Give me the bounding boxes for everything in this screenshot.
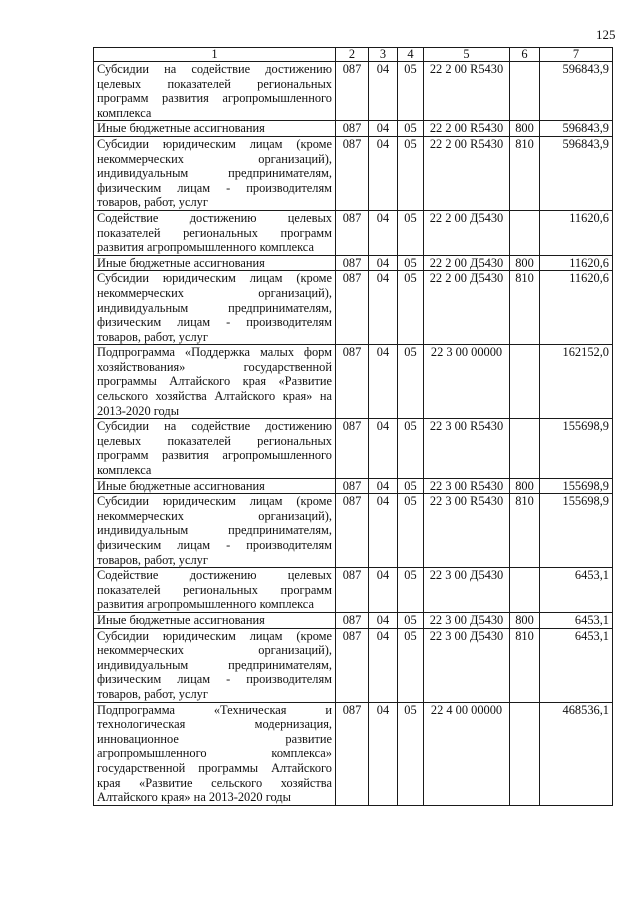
row-name-cell: Субсидии юридическим лицам (кроме некоммерческих организаций), индивидуальным предпринимателям, физическим лицам - производителям товаров, работ, услуг [94,494,336,568]
expense-type-code-cell [510,345,540,419]
row-name-cell: Подпрограмма «Поддержка малых форм хозяйствования» государственной программы Алтайского края «Развитие сельского хозяйства Алтайского края» на 2013-2020 годы [94,345,336,419]
amount-cell: 6453,1 [540,628,613,702]
amount-cell: 596843,9 [540,62,613,121]
header-row [94,48,613,62]
ved-code-cell: 087 [336,255,369,271]
ved-code-cell: 087 [336,628,369,702]
row-name-cell: Содействие достижению целевых показателей региональных программ развития агропромышленного комплекса [94,210,336,255]
section-code-cell: 04 [369,210,398,255]
ved-code-cell: 087 [336,568,369,613]
expense-type-code-cell: 810 [510,494,540,568]
expense-type-code-cell: 800 [510,121,540,137]
row-name-cell: Иные бюджетные ассигнования [94,612,336,628]
header-cell: 2 [336,48,369,62]
amount-cell: 162152,0 [540,345,613,419]
amount-cell: 6453,1 [540,568,613,613]
amount-cell: 468536,1 [540,702,613,805]
table-row [94,121,613,137]
section-code-cell: 04 [369,612,398,628]
amount-cell: 596843,9 [540,121,613,137]
expense-type-code-cell: 800 [510,612,540,628]
amount-cell: 155698,9 [540,419,613,478]
table-row [94,255,613,271]
subsection-code-cell: 05 [398,62,424,121]
expense-type-code-cell: 810 [510,628,540,702]
section-code-cell: 04 [369,494,398,568]
table-row [94,702,613,805]
section-code-cell: 04 [369,345,398,419]
target-item-code-cell: 22 3 00 Д5430 [424,612,510,628]
expense-type-code-cell: 800 [510,478,540,494]
row-name-cell: Иные бюджетные ассигнования [94,478,336,494]
expense-type-code-cell: 810 [510,136,540,210]
expense-type-code-cell: 810 [510,271,540,345]
ved-code-cell: 087 [336,210,369,255]
ved-code-cell: 087 [336,121,369,137]
ved-code-cell: 087 [336,702,369,805]
table-row [94,345,613,419]
section-code-cell: 04 [369,271,398,345]
amount-cell: 11620,6 [540,271,613,345]
subsection-code-cell: 05 [398,136,424,210]
ved-code-cell: 087 [336,494,369,568]
section-code-cell: 04 [369,478,398,494]
target-item-code-cell: 22 4 00 00000 [424,702,510,805]
section-code-cell: 04 [369,419,398,478]
target-item-code-cell: 22 3 00 R5430 [424,419,510,478]
header-cell: 3 [369,48,398,62]
expense-type-code-cell [510,568,540,613]
row-name-cell: Иные бюджетные ассигнования [94,121,336,137]
header-cell: 4 [398,48,424,62]
target-item-code-cell: 22 2 00 Д5430 [424,271,510,345]
row-name-cell: Содействие достижению целевых показателей региональных программ развития агропромышленного комплекса [94,568,336,613]
header-cell: 5 [424,48,510,62]
row-name-cell: Подпрограмма «Техническая и технологическая модернизация, инновационное развитие агропромышленного комплекса» государственной программы Алтайского края «Развитие сельского хозяйства Алтайского края» на 2013-2020 годы [94,702,336,805]
table-row [94,419,613,478]
table-row [94,568,613,613]
target-item-code-cell: 22 2 00 R5430 [424,62,510,121]
subsection-code-cell: 05 [398,210,424,255]
subsection-code-cell: 05 [398,121,424,137]
section-code-cell: 04 [369,568,398,613]
amount-cell: 11620,6 [540,255,613,271]
header-cell: 7 [540,48,613,62]
amount-cell: 155698,9 [540,494,613,568]
table-row [94,494,613,568]
target-item-code-cell: 22 2 00 R5430 [424,121,510,137]
row-name-cell: Субсидии юридическим лицам (кроме некоммерческих организаций), индивидуальным предпринимателям, физическим лицам - производителям товаров, работ, услуг [94,628,336,702]
section-code-cell: 04 [369,136,398,210]
subsection-code-cell: 05 [398,612,424,628]
ved-code-cell: 087 [336,478,369,494]
target-item-code-cell: 22 3 00 R5430 [424,494,510,568]
ved-code-cell: 087 [336,271,369,345]
amount-cell: 596843,9 [540,136,613,210]
expense-type-code-cell [510,210,540,255]
table-row [94,210,613,255]
subsection-code-cell: 05 [398,702,424,805]
row-name-cell: Субсидии юридическим лицам (кроме некоммерческих организаций), индивидуальным предпринимателям, физическим лицам - производителям товаров, работ, услуг [94,271,336,345]
table-row [94,478,613,494]
ved-code-cell: 087 [336,612,369,628]
table-row [94,271,613,345]
table-row [94,62,613,121]
table-row [94,628,613,702]
budget-table [93,47,613,806]
subsection-code-cell: 05 [398,345,424,419]
target-item-code-cell: 22 3 00 Д5430 [424,568,510,613]
section-code-cell: 04 [369,255,398,271]
section-code-cell: 04 [369,702,398,805]
row-name-cell: Субсидии юридическим лицам (кроме некоммерческих организаций), индивидуальным предпринимателям, физическим лицам - производителям товаров, работ, услуг [94,136,336,210]
subsection-code-cell: 05 [398,271,424,345]
row-name-cell: Субсидии на содействие достижению целевых показателей региональных программ развития агропромышленного комплекса [94,62,336,121]
target-item-code-cell: 22 3 00 00000 [424,345,510,419]
expense-type-code-cell [510,62,540,121]
header-cell: 1 [94,48,336,62]
target-item-code-cell: 22 3 00 Д5430 [424,628,510,702]
row-name-cell: Субсидии на содействие достижению целевых показателей региональных программ развития агропромышленного комплекса [94,419,336,478]
ved-code-cell: 087 [336,136,369,210]
ved-code-cell: 087 [336,62,369,121]
section-code-cell: 04 [369,121,398,137]
subsection-code-cell: 05 [398,628,424,702]
expense-type-code-cell [510,702,540,805]
amount-cell: 6453,1 [540,612,613,628]
subsection-code-cell: 05 [398,255,424,271]
subsection-code-cell: 05 [398,568,424,613]
amount-cell: 155698,9 [540,478,613,494]
subsection-code-cell: 05 [398,494,424,568]
expense-type-code-cell: 800 [510,255,540,271]
ved-code-cell: 087 [336,419,369,478]
expense-type-code-cell [510,419,540,478]
target-item-code-cell: 22 2 00 R5430 [424,136,510,210]
section-code-cell: 04 [369,628,398,702]
table-row [94,136,613,210]
table-row [94,612,613,628]
amount-cell: 11620,6 [540,210,613,255]
subsection-code-cell: 05 [398,478,424,494]
subsection-code-cell: 05 [398,419,424,478]
header-cell: 6 [510,48,540,62]
page-number: 125 [596,27,616,42]
target-item-code-cell: 22 2 00 Д5430 [424,210,510,255]
target-item-code-cell: 22 2 00 Д5430 [424,255,510,271]
section-code-cell: 04 [369,62,398,121]
row-name-cell: Иные бюджетные ассигнования [94,255,336,271]
target-item-code-cell: 22 3 00 R5430 [424,478,510,494]
ved-code-cell: 087 [336,345,369,419]
